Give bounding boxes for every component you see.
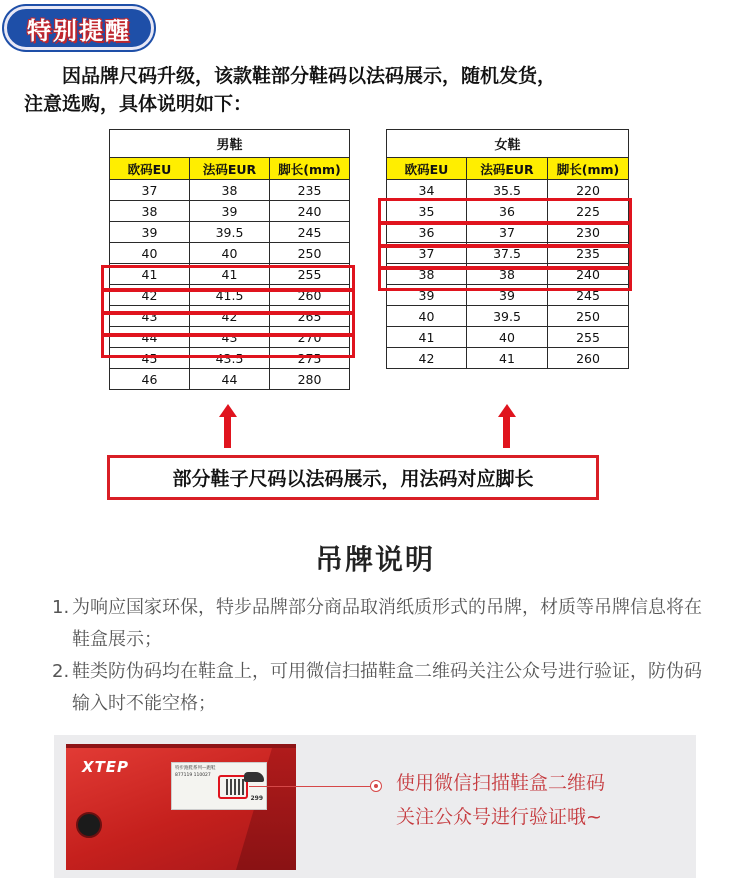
women-eur-size-cell: 39 xyxy=(467,285,548,306)
women-eu-size-cell: 38 xyxy=(387,264,467,285)
women-foot-length-cell: 235 xyxy=(548,243,629,264)
intro-text xyxy=(24,62,724,118)
women-eu-size-cell: 39 xyxy=(387,285,467,306)
women-eur-size-cell: 37 xyxy=(467,222,548,243)
note-item xyxy=(52,592,712,656)
women-foot-length-cell: 220 xyxy=(548,180,629,201)
men-size-row xyxy=(110,201,350,222)
women-highlight-box-37 xyxy=(378,245,632,269)
women-eur-size-cell: 41 xyxy=(467,348,548,369)
men-eu-size-cell: 46 xyxy=(110,369,190,390)
men-eu-size-cell: 39 xyxy=(110,222,190,243)
photo-caption-line-1: 使用微信扫描鞋盒二维码 xyxy=(396,772,606,794)
shoe-thumbnail-icon xyxy=(244,772,264,782)
up-arrow-icon xyxy=(218,404,238,448)
men-header-eur: 法码EUR xyxy=(190,158,270,180)
men-foot-length-cell: 270 xyxy=(270,327,350,348)
men-foot-length-cell: 235 xyxy=(270,180,350,201)
men-eu-size-cell: 37 xyxy=(110,180,190,201)
intro-line-2: 注意选购，具体说明如下： xyxy=(24,93,253,115)
men-eu-size-cell: 43 xyxy=(110,306,190,327)
women-table-title: 女鞋 xyxy=(387,130,629,158)
women-eur-size-cell: 36 xyxy=(467,201,548,222)
men-foot-length-cell: 240 xyxy=(270,201,350,222)
women-highlight-box-38 xyxy=(378,267,632,291)
men-header-foot-length: 脚长(mm) xyxy=(270,158,350,180)
men-eur-size-cell: 38 xyxy=(190,180,270,201)
men-size-row xyxy=(110,180,350,201)
women-eu-size-cell: 42 xyxy=(387,348,467,369)
men-eur-size-cell: 42 xyxy=(190,306,270,327)
up-arrow-icon xyxy=(497,404,517,448)
men-size-row xyxy=(110,369,350,390)
intro-line-1: 因品牌尺码升级，该款鞋部分鞋码以法码展示，随机发货， xyxy=(62,65,557,87)
men-highlight-box-43 xyxy=(101,312,355,336)
size-display-callout xyxy=(107,455,599,500)
women-eu-size-cell: 41 xyxy=(387,327,467,348)
photo-caption-line-2: 关注公众号进行验证哦~ xyxy=(396,806,602,828)
men-eur-size-cell: 40 xyxy=(190,243,270,264)
women-eu-size-cell: 34 xyxy=(387,180,467,201)
women-eur-size-cell: 39.5 xyxy=(467,306,548,327)
box-handle-hole xyxy=(76,812,102,838)
men-highlight-box-42 xyxy=(101,289,355,314)
men-size-row xyxy=(110,222,350,243)
note-text: 鞋类防伪码均在鞋盒上，可用微信扫描鞋盒二维码关注公众号进行验证，防伪码输入时不能空格； xyxy=(72,661,702,714)
men-foot-length-cell: 265 xyxy=(270,306,350,327)
label-line-1: 特步跑鞋系列—跑鞋 xyxy=(175,766,216,771)
badge-text: 特别提醒 xyxy=(27,16,131,45)
men-eu-size-cell: 45 xyxy=(110,348,190,369)
women-foot-length-cell: 260 xyxy=(548,348,629,369)
men-eu-size-cell: 42 xyxy=(110,285,190,306)
women-highlight-box-36 xyxy=(378,222,632,247)
women-size-row xyxy=(387,327,629,348)
women-eu-size-cell: 37 xyxy=(387,243,467,264)
women-foot-length-cell: 230 xyxy=(548,222,629,243)
women-foot-length-cell: 250 xyxy=(548,306,629,327)
women-highlight-box-35 xyxy=(378,198,632,224)
label-price: 299 xyxy=(250,795,263,802)
special-reminder-badge xyxy=(4,6,154,50)
women-header-eu: 欧码EU xyxy=(387,158,467,180)
note-number: 2. xyxy=(52,661,70,682)
women-eur-size-cell: 38 xyxy=(467,264,548,285)
men-foot-length-cell: 280 xyxy=(270,369,350,390)
note-number: 1. xyxy=(52,597,70,618)
women-foot-length-cell: 255 xyxy=(548,327,629,348)
men-header-eu: 欧码EU xyxy=(110,158,190,180)
women-foot-length-cell: 245 xyxy=(548,285,629,306)
tag-section-title: 吊牌说明 xyxy=(314,543,435,576)
men-highlight-box-44 xyxy=(101,334,355,358)
men-eur-size-cell: 43 xyxy=(190,327,270,348)
men-eu-size-cell: 38 xyxy=(110,201,190,222)
women-header-eur: 法码EUR xyxy=(467,158,548,180)
men-eur-size-cell: 44 xyxy=(190,369,270,390)
men-eu-size-cell: 44 xyxy=(110,327,190,348)
men-eur-size-cell: 41 xyxy=(190,264,270,285)
men-table-title: 男鞋 xyxy=(110,130,350,158)
men-foot-length-cell: 275 xyxy=(270,348,350,369)
women-header-foot-length: 脚长(mm) xyxy=(548,158,629,180)
women-eur-size-cell: 35.5 xyxy=(467,180,548,201)
women-size-row xyxy=(387,306,629,327)
men-highlight-box-41 xyxy=(101,265,355,291)
men-size-row xyxy=(110,243,350,264)
photo-caption xyxy=(396,766,686,834)
callout-text: 部分鞋子尺码以法码展示，用法码对应脚长 xyxy=(172,468,534,490)
callout-dot-icon xyxy=(370,780,382,792)
women-eur-size-cell: 40 xyxy=(467,327,548,348)
women-eu-size-cell: 35 xyxy=(387,201,467,222)
men-eu-size-cell: 41 xyxy=(110,264,190,285)
men-eur-size-cell: 43.5 xyxy=(190,348,270,369)
men-foot-length-cell: 255 xyxy=(270,264,350,285)
tag-notes xyxy=(52,592,712,720)
women-foot-length-cell: 225 xyxy=(548,201,629,222)
women-foot-length-cell: 240 xyxy=(548,264,629,285)
women-size-row xyxy=(387,348,629,369)
women-eur-size-cell: 37.5 xyxy=(467,243,548,264)
men-foot-length-cell: 250 xyxy=(270,243,350,264)
men-eur-size-cell: 39 xyxy=(190,201,270,222)
note-item xyxy=(52,656,712,720)
men-foot-length-cell: 260 xyxy=(270,285,350,306)
label-line-2: 877119 110027 xyxy=(175,773,211,778)
note-text: 为响应国家环保，特步品牌部分商品取消纸质形式的吊牌，材质等吊牌信息将在鞋盒展示； xyxy=(72,597,702,650)
men-foot-length-cell: 245 xyxy=(270,222,350,243)
xtep-logo: XTEP xyxy=(82,758,130,776)
women-eu-size-cell: 36 xyxy=(387,222,467,243)
men-eur-size-cell: 39.5 xyxy=(190,222,270,243)
callout-leader-line xyxy=(249,786,377,787)
women-eu-size-cell: 40 xyxy=(387,306,467,327)
men-eu-size-cell: 40 xyxy=(110,243,190,264)
men-eur-size-cell: 41.5 xyxy=(190,285,270,306)
